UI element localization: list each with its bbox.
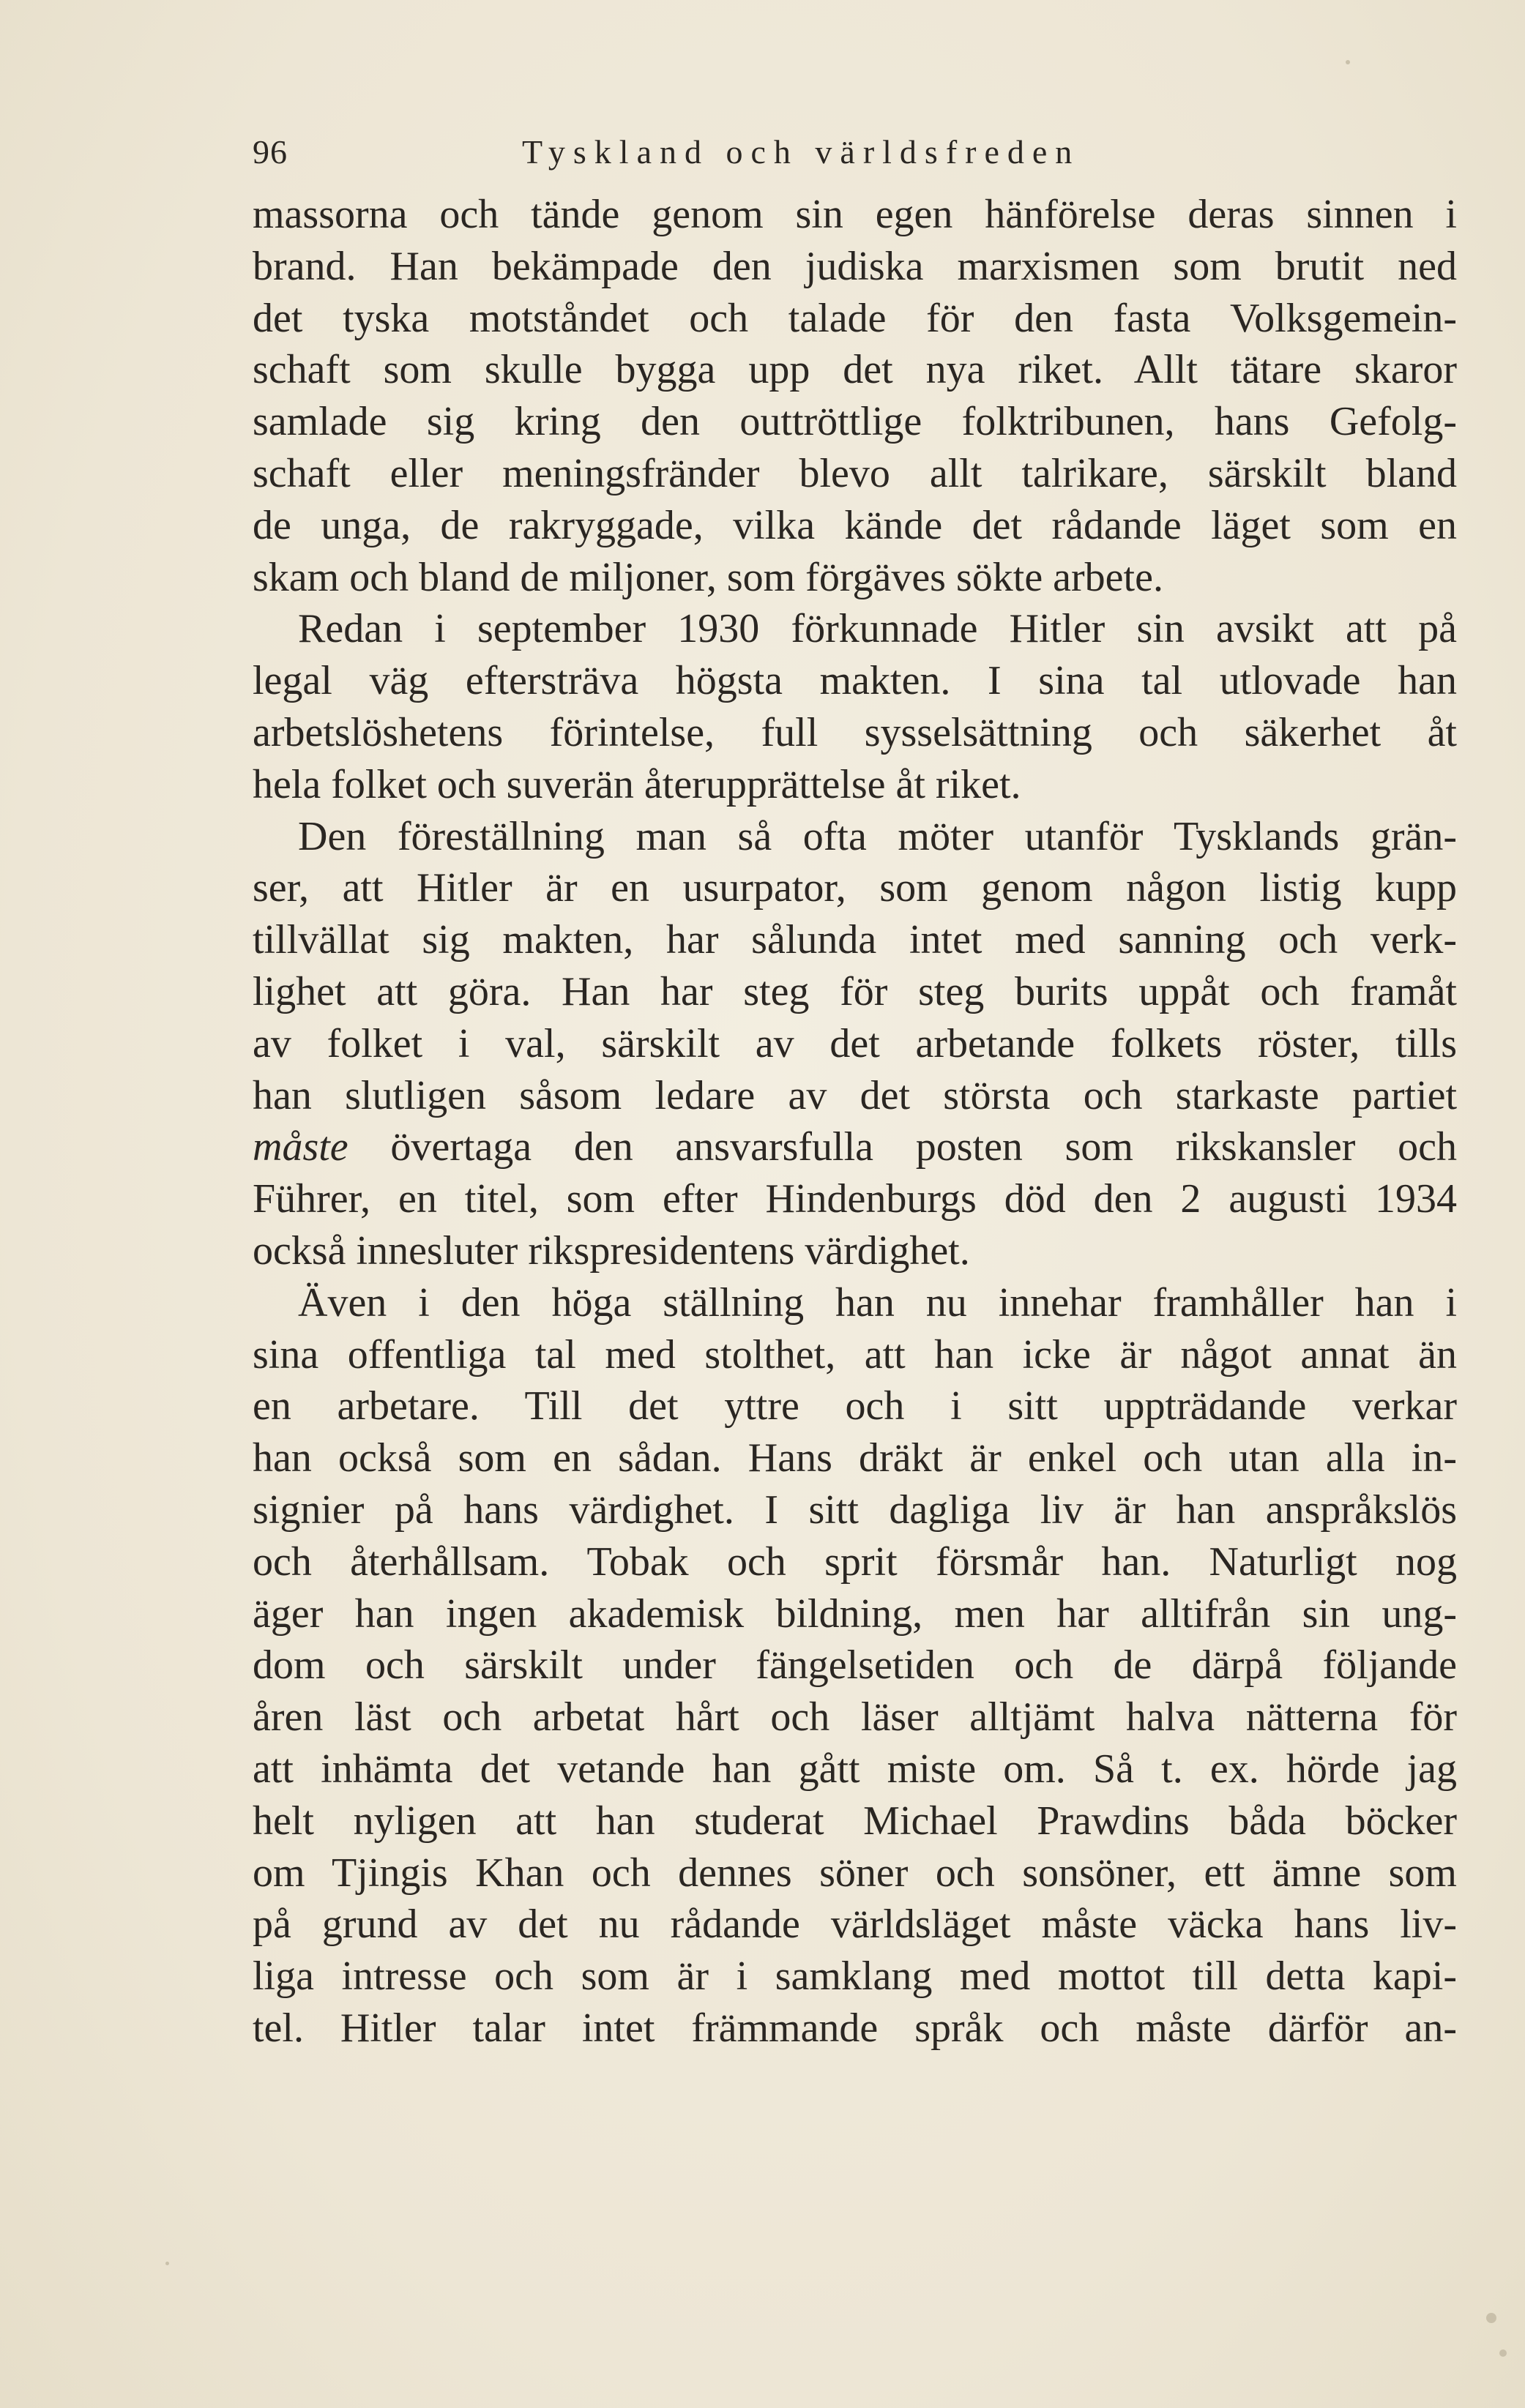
text-line: han slutligen såsom ledare av det största och starkaste partiet bbox=[253, 1072, 1457, 1118]
text-line: hela folket och suverän återupprättelse åt riket. bbox=[253, 761, 1021, 807]
text-line: helt nyligen att han studerat Michael Prawdins båda böcker bbox=[253, 1798, 1457, 1844]
running-title: Tyskland och världsfreden bbox=[522, 133, 1081, 171]
text-line: massorna och tände genom sin egen hänförelse deras sinnen i bbox=[253, 192, 1457, 237]
page-number: 96 bbox=[253, 133, 288, 171]
running-head bbox=[253, 123, 1457, 182]
paper-speck bbox=[1346, 60, 1350, 64]
paragraph-start-line: Redan i september 1930 förkunnade Hitler sin avsikt att på bbox=[298, 606, 1457, 652]
line-remainder: övertaga den ansvarsfulla posten som rikskansler och bbox=[390, 1124, 1457, 1170]
text-line: legal väg eftersträva högsta makten. I sina tal utlovade han bbox=[253, 658, 1457, 704]
text-line: tillvällat sig makten, har sålunda intet med sanning och verk- bbox=[253, 917, 1457, 963]
text-line: han också som en sådan. Hans dräkt är enkel och utan alla in- bbox=[253, 1435, 1457, 1481]
body-text bbox=[253, 189, 1457, 2054]
text-line: skam och bland de miljoner, som förgäves sökte arbete. bbox=[253, 554, 1163, 600]
text-line: sina offentliga tal med stolthet, att han icke är något annat än bbox=[253, 1331, 1457, 1377]
text-line: lighet att göra. Han har steg för steg burits uppåt och framåt bbox=[253, 968, 1457, 1014]
text-line: de unga, de rakryggade, vilka kände det rådande läget som en bbox=[253, 502, 1457, 548]
paper-speck bbox=[165, 2262, 169, 2265]
text-line: liga intresse och som är i samklang med mottot till detta kapi- bbox=[253, 1953, 1457, 2000]
text-line: samlade sig kring den outtröttlige folktribunen, hans Gefolg- bbox=[253, 399, 1457, 445]
text-line: att inhämta det vetande han gått miste om. Så t. ex. hörde jag bbox=[253, 1746, 1457, 1792]
text-line: på grund av det nu rådande världsläget måste väcka hans liv- bbox=[253, 1902, 1457, 1948]
text-line: arbetslöshetens förintelse, full sysselsättning och säkerhet åt bbox=[253, 709, 1457, 755]
text-line: schaft eller meningsfränder blevo allt talrikare, särskilt bland bbox=[253, 450, 1457, 496]
text-line: dom och särskilt under fängelsetiden och de därpå följande bbox=[253, 1642, 1457, 1689]
text-line: ser, att Hitler är en usurpator, som genom någon listig kupp bbox=[253, 865, 1457, 911]
text-line: också innesluter rikspresidentens värdighet. bbox=[253, 1227, 970, 1274]
text-line: en arbetare. Till det yttre och i sitt uppträdande verkar bbox=[253, 1383, 1457, 1429]
paper-speck bbox=[1499, 2349, 1507, 2357]
text-line: tel. Hitler talar intet främmande språk och måste därför an- bbox=[253, 2005, 1457, 2051]
text-line: om Tjingis Khan och dennes söner och sonsöner, ett ämne som bbox=[253, 1850, 1457, 1896]
text-line: av folket i val, särskilt av det arbetande folkets röster, tills bbox=[253, 1020, 1457, 1066]
text-line-with-italic bbox=[253, 1121, 1457, 1173]
paragraph-start-line: Den föreställning man så ofta möter utanför Tysklands grän- bbox=[298, 813, 1457, 859]
text-line: det tyska motståndet och talade för den fasta Volksgemein- bbox=[253, 295, 1457, 341]
paper-speck bbox=[1486, 2313, 1496, 2323]
text-line: schaft som skulle bygga upp det nya riket. Allt tätare skaror bbox=[253, 347, 1457, 393]
text-line: äger han ingen akademisk bildning, men har alltifrån sin ung- bbox=[253, 1590, 1457, 1637]
text-line: brand. Han bekämpade den judiska marxismen som brutit ned bbox=[253, 243, 1457, 289]
paragraph-start-line: Även i den höga ställning han nu innehar framhåller han i bbox=[298, 1279, 1457, 1325]
text-line: och återhållsam. Tobak och sprit försmår han. Naturligt nog bbox=[253, 1538, 1457, 1585]
text-line: Führer, en titel, som efter Hindenburgs död den 2 augusti 1934 bbox=[253, 1176, 1457, 1222]
text-line: åren läst och arbetat hårt och läser alltjämt halva nätterna för bbox=[253, 1694, 1457, 1740]
italic-emphasis: måste bbox=[253, 1124, 348, 1170]
text-line: signier på hans värdighet. I sitt dagliga liv är han anspråkslös bbox=[253, 1487, 1457, 1533]
